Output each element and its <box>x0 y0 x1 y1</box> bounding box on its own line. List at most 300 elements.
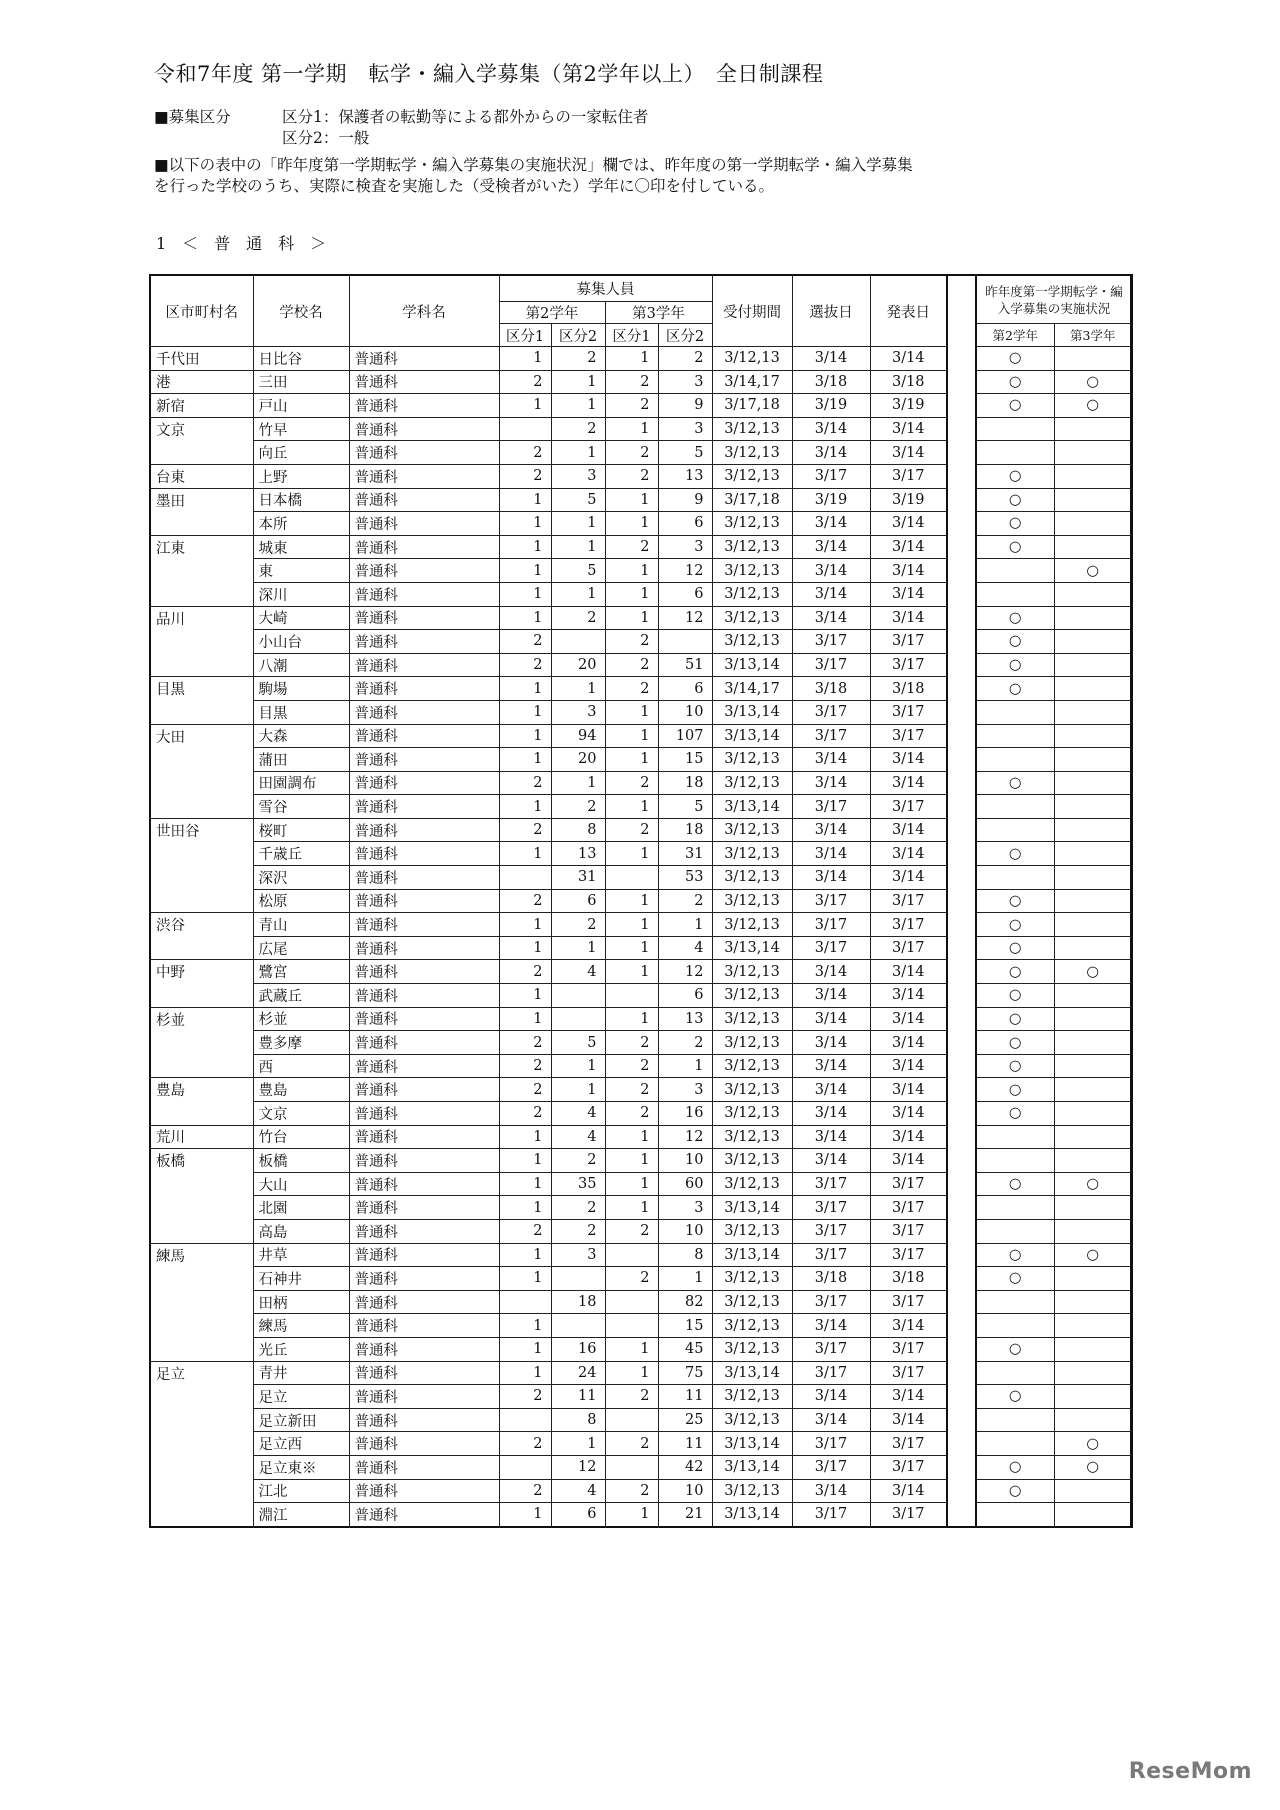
g2-cat1-cell: 1 <box>499 724 551 748</box>
status-g3-cell <box>1054 1054 1132 1078</box>
g3-cat1-cell: 1 <box>605 559 658 583</box>
course-cell: 普通科 <box>349 488 499 512</box>
g3-cat2-cell: 12 <box>658 1125 712 1149</box>
district-cell <box>150 936 253 960</box>
selection-cell: 3/14 <box>792 1149 870 1173</box>
district-cell <box>150 1196 253 1220</box>
g2-cat1-cell: 1 <box>499 748 551 772</box>
status-g2-cell: ○ <box>976 771 1054 795</box>
district-cell <box>150 653 253 677</box>
district-cell <box>150 700 253 724</box>
g3-cat1-cell <box>605 984 658 1008</box>
announce-cell: 3/14 <box>870 1314 947 1338</box>
reception-cell: 3/12,13 <box>712 1102 792 1126</box>
g3-cat2-cell: 2 <box>658 1031 712 1055</box>
school-cell: 竹早 <box>253 417 349 441</box>
announce-cell: 3/14 <box>870 960 947 984</box>
school-cell: 竹台 <box>253 1125 349 1149</box>
course-cell: 普通科 <box>349 700 499 724</box>
status-g3-cell <box>1054 1361 1132 1385</box>
status-g2-cell <box>976 1196 1054 1220</box>
selection-cell: 3/14 <box>792 441 870 465</box>
school-cell: 大山 <box>253 1172 349 1196</box>
announce-cell: 3/17 <box>870 1503 947 1527</box>
status-row <box>976 394 1132 418</box>
status-g2-cell: ○ <box>976 842 1054 866</box>
status-g3-cell <box>1054 464 1132 488</box>
course-cell: 普通科 <box>349 441 499 465</box>
selection-cell: 3/14 <box>792 748 870 772</box>
g2-cat1-cell: 1 <box>499 1243 551 1267</box>
g3-cat1-cell: 1 <box>605 748 658 772</box>
g3-cat2-cell: 3 <box>658 1196 712 1220</box>
status-row <box>976 1337 1132 1361</box>
school-cell: 杉並 <box>253 1007 349 1031</box>
status-g2-cell: ○ <box>976 960 1054 984</box>
g2-cat2-cell: 5 <box>551 1031 605 1055</box>
g2-cat2-cell: 1 <box>551 677 605 701</box>
district-cell: 台東 <box>150 464 253 488</box>
header-g3-cat2: 区分2 <box>658 324 712 347</box>
reception-cell: 3/12,13 <box>712 1149 792 1173</box>
header-grade2: 第2学年 <box>499 302 605 324</box>
status-g2-cell: ○ <box>976 1385 1054 1409</box>
school-cell: 本所 <box>253 512 349 536</box>
announce-cell: 3/18 <box>870 677 947 701</box>
selection-cell: 3/17 <box>792 913 870 937</box>
g2-cat1-cell: 1 <box>499 559 551 583</box>
status-g2-cell <box>976 818 1054 842</box>
status-g2-cell: ○ <box>976 936 1054 960</box>
status-g3-cell <box>1054 1290 1132 1314</box>
announce-cell: 3/17 <box>870 913 947 937</box>
status-g3-cell <box>1054 1479 1132 1503</box>
district-cell <box>150 441 253 465</box>
district-cell: 港 <box>150 370 253 394</box>
g2-cat1-cell: 2 <box>499 370 551 394</box>
status-row <box>976 1503 1132 1528</box>
g2-cat1-cell: 2 <box>499 1102 551 1126</box>
status-g2-cell: ○ <box>976 630 1054 654</box>
g3-cat2-cell: 21 <box>658 1503 712 1527</box>
course-cell: 普通科 <box>349 1314 499 1338</box>
status-g2-cell: ○ <box>976 984 1054 1008</box>
reception-cell: 3/12,13 <box>712 1031 792 1055</box>
status-g2-cell: ○ <box>976 1267 1054 1291</box>
announce-cell: 3/14 <box>870 984 947 1008</box>
announce-cell: 3/17 <box>870 1432 947 1456</box>
header-g2-cat1: 区分1 <box>499 324 551 347</box>
district-cell <box>150 889 253 913</box>
announce-cell: 3/17 <box>870 795 947 819</box>
status-row <box>976 417 1132 441</box>
district-cell <box>150 1337 253 1361</box>
school-cell: 上野 <box>253 464 349 488</box>
status-row <box>976 913 1132 937</box>
status-g3-cell: ○ <box>1054 370 1132 394</box>
reception-cell: 3/13,14 <box>712 936 792 960</box>
g2-cat2-cell <box>551 984 605 1008</box>
g3-cat2-cell: 3 <box>658 370 712 394</box>
g2-cat2-cell: 2 <box>551 417 605 441</box>
district-cell <box>150 512 253 536</box>
announce-cell: 3/17 <box>870 1290 947 1314</box>
g3-cat2-cell: 18 <box>658 771 712 795</box>
school-cell: 蒲田 <box>253 748 349 772</box>
school-cell: 江北 <box>253 1479 349 1503</box>
status-g2-cell <box>976 1125 1054 1149</box>
announce-cell: 3/14 <box>870 582 947 606</box>
g3-cat1-cell: 1 <box>605 795 658 819</box>
selection-cell: 3/17 <box>792 1243 870 1267</box>
status-g2-cell: ○ <box>976 1243 1054 1267</box>
selection-cell: 3/18 <box>792 370 870 394</box>
announce-cell: 3/14 <box>870 1054 947 1078</box>
course-cell: 普通科 <box>349 1385 499 1409</box>
selection-cell: 3/14 <box>792 1479 870 1503</box>
g3-cat2-cell: 10 <box>658 700 712 724</box>
reception-cell: 3/12,13 <box>712 535 792 559</box>
g2-cat2-cell: 11 <box>551 1385 605 1409</box>
reception-cell: 3/12,13 <box>712 1385 792 1409</box>
status-row <box>976 1455 1132 1479</box>
status-row <box>976 889 1132 913</box>
district-cell <box>150 984 253 1008</box>
school-cell: 雪谷 <box>253 795 349 819</box>
g3-cat1-cell: 1 <box>605 724 658 748</box>
school-cell: 足立西 <box>253 1432 349 1456</box>
course-cell: 普通科 <box>349 771 499 795</box>
g3-cat1-cell: 2 <box>605 1102 658 1126</box>
g3-cat2-cell: 4 <box>658 936 712 960</box>
selection-cell: 3/18 <box>792 677 870 701</box>
course-cell: 普通科 <box>349 936 499 960</box>
status-row <box>976 1314 1132 1338</box>
status-row <box>976 488 1132 512</box>
status-table <box>975 274 1133 1528</box>
status-row <box>976 1196 1132 1220</box>
reception-cell: 3/12,13 <box>712 1125 792 1149</box>
announce-cell: 3/17 <box>870 1219 947 1243</box>
reception-cell: 3/12,13 <box>712 512 792 536</box>
school-cell: 田園調布 <box>253 771 349 795</box>
g2-cat2-cell: 35 <box>551 1172 605 1196</box>
school-cell: 八潮 <box>253 653 349 677</box>
status-g3-cell <box>1054 417 1132 441</box>
g2-cat2-cell: 1 <box>551 936 605 960</box>
g3-cat1-cell: 2 <box>605 1078 658 1102</box>
status-g3-cell <box>1054 913 1132 937</box>
announce-cell: 3/18 <box>870 1267 947 1291</box>
g2-cat1-cell: 1 <box>499 535 551 559</box>
status-row <box>976 441 1132 465</box>
district-cell <box>150 1432 253 1456</box>
school-cell: 千歳丘 <box>253 842 349 866</box>
g2-cat1-cell: 2 <box>499 1054 551 1078</box>
g2-cat1-cell: 2 <box>499 1219 551 1243</box>
selection-cell: 3/14 <box>792 866 870 890</box>
g2-cat1-cell: 1 <box>499 1337 551 1361</box>
status-g3-cell <box>1054 936 1132 960</box>
course-cell: 普通科 <box>349 394 499 418</box>
status-row <box>976 370 1132 394</box>
announce-cell: 3/14 <box>870 417 947 441</box>
status-row <box>976 535 1132 559</box>
g2-cat2-cell: 3 <box>551 464 605 488</box>
g3-cat2-cell: 6 <box>658 984 712 1008</box>
status-g2-cell <box>976 1503 1054 1528</box>
reception-cell: 3/12,13 <box>712 559 792 583</box>
selection-cell: 3/17 <box>792 1290 870 1314</box>
announce-cell: 3/19 <box>870 394 947 418</box>
status-g3-cell <box>1054 1408 1132 1432</box>
status-row <box>976 1172 1132 1196</box>
selection-cell: 3/19 <box>792 488 870 512</box>
g3-cat2-cell: 53 <box>658 866 712 890</box>
course-cell: 普通科 <box>349 748 499 772</box>
g2-cat1-cell: 1 <box>499 488 551 512</box>
status-g2-cell: ○ <box>976 606 1054 630</box>
district-cell <box>150 1172 253 1196</box>
g2-cat1-cell <box>499 1290 551 1314</box>
announce-cell: 3/14 <box>870 1408 947 1432</box>
g2-cat1-cell: 1 <box>499 1149 551 1173</box>
selection-cell: 3/17 <box>792 936 870 960</box>
course-cell: 普通科 <box>349 1196 499 1220</box>
g2-cat1-cell: 2 <box>499 1078 551 1102</box>
status-row <box>976 1125 1132 1149</box>
school-cell: 青井 <box>253 1361 349 1385</box>
g3-cat2-cell <box>658 630 712 654</box>
course-cell: 普通科 <box>349 606 499 630</box>
status-g3-cell <box>1054 488 1132 512</box>
g3-cat1-cell: 2 <box>605 370 658 394</box>
g3-cat1-cell: 1 <box>605 1007 658 1031</box>
g2-cat1-cell: 1 <box>499 394 551 418</box>
g3-cat1-cell <box>605 1243 658 1267</box>
district-cell: 江東 <box>150 535 253 559</box>
g3-cat1-cell: 1 <box>605 512 658 536</box>
district-cell: 大田 <box>150 724 253 748</box>
g2-cat1-cell: 1 <box>499 582 551 606</box>
selection-cell: 3/17 <box>792 700 870 724</box>
status-row <box>976 582 1132 606</box>
g3-cat1-cell: 2 <box>605 441 658 465</box>
reception-cell: 3/12,13 <box>712 748 792 772</box>
reception-cell: 3/12,13 <box>712 606 792 630</box>
g2-cat2-cell: 6 <box>551 889 605 913</box>
status-g3-cell <box>1054 1337 1132 1361</box>
g3-cat2-cell: 107 <box>658 724 712 748</box>
course-cell: 普通科 <box>349 347 499 371</box>
g3-cat1-cell: 1 <box>605 606 658 630</box>
g3-cat2-cell: 6 <box>658 677 712 701</box>
status-g3-cell <box>1054 347 1132 371</box>
reception-cell: 3/12,13 <box>712 464 792 488</box>
status-g3-cell <box>1054 866 1132 890</box>
announce-cell: 3/17 <box>870 630 947 654</box>
status-g3-cell <box>1054 653 1132 677</box>
g2-cat1-cell: 1 <box>499 795 551 819</box>
status-g2-cell <box>976 1361 1054 1385</box>
status-row <box>976 606 1132 630</box>
status-row <box>976 1361 1132 1385</box>
g3-cat2-cell: 2 <box>658 347 712 371</box>
status-g2-cell: ○ <box>976 1172 1054 1196</box>
district-cell: 目黒 <box>150 677 253 701</box>
category-label: ■募集区分 <box>154 108 231 126</box>
status-row <box>976 1385 1132 1409</box>
reception-cell: 3/13,14 <box>712 1196 792 1220</box>
g3-cat1-cell: 1 <box>605 960 658 984</box>
selection-cell: 3/17 <box>792 1432 870 1456</box>
selection-cell: 3/14 <box>792 1054 870 1078</box>
g3-cat1-cell: 1 <box>605 582 658 606</box>
g3-cat1-cell: 2 <box>605 771 658 795</box>
status-g2-cell <box>976 1149 1054 1173</box>
selection-cell: 3/14 <box>792 842 870 866</box>
header-recruit: 募集人員 <box>499 275 712 302</box>
selection-cell: 3/14 <box>792 606 870 630</box>
status-g3-cell: ○ <box>1054 1172 1132 1196</box>
reception-cell: 3/12,13 <box>712 630 792 654</box>
reception-cell: 3/17,18 <box>712 488 792 512</box>
school-cell: 練馬 <box>253 1314 349 1338</box>
status-row <box>976 866 1132 890</box>
status-row <box>976 1290 1132 1314</box>
status-g2-cell: ○ <box>976 464 1054 488</box>
announce-cell: 3/14 <box>870 818 947 842</box>
reception-cell: 3/12,13 <box>712 1479 792 1503</box>
reception-cell: 3/12,13 <box>712 1078 792 1102</box>
selection-cell: 3/17 <box>792 795 870 819</box>
header-grade3: 第3学年 <box>605 302 712 324</box>
g2-cat2-cell: 4 <box>551 1102 605 1126</box>
selection-cell: 3/18 <box>792 1267 870 1291</box>
district-cell: 豊島 <box>150 1078 253 1102</box>
g2-cat2-cell: 2 <box>551 1196 605 1220</box>
status-row <box>976 936 1132 960</box>
status-g3-cell <box>1054 700 1132 724</box>
g3-cat1-cell: 1 <box>605 347 658 371</box>
status-note-line1: ■以下の表中の「昨年度第一学期転学・編入学募集の実施状況」欄では、昨年度の第一学期転学・編入学募集 <box>154 156 913 174</box>
status-g2-cell <box>976 441 1054 465</box>
g3-cat1-cell: 1 <box>605 1172 658 1196</box>
status-row <box>976 653 1132 677</box>
course-cell: 普通科 <box>349 1054 499 1078</box>
g3-cat2-cell: 6 <box>658 582 712 606</box>
announce-cell: 3/14 <box>870 1102 947 1126</box>
selection-cell: 3/14 <box>792 559 870 583</box>
reception-cell: 3/12,13 <box>712 1219 792 1243</box>
course-cell: 普通科 <box>349 1408 499 1432</box>
course-cell: 普通科 <box>349 464 499 488</box>
course-cell: 普通科 <box>349 960 499 984</box>
status-g2-cell: ○ <box>976 889 1054 913</box>
g3-cat2-cell: 1 <box>658 913 712 937</box>
district-cell <box>150 1102 253 1126</box>
district-cell: 世田谷 <box>150 818 253 842</box>
g3-cat1-cell: 2 <box>605 464 658 488</box>
g3-cat1-cell <box>605 866 658 890</box>
reception-cell: 3/13,14 <box>712 795 792 819</box>
g2-cat2-cell: 16 <box>551 1337 605 1361</box>
g3-cat1-cell: 1 <box>605 1196 658 1220</box>
course-cell: 普通科 <box>349 1102 499 1126</box>
g3-cat2-cell: 9 <box>658 394 712 418</box>
g2-cat2-cell: 4 <box>551 960 605 984</box>
g2-cat1-cell: 2 <box>499 771 551 795</box>
district-cell: 千代田 <box>150 347 253 371</box>
selection-cell: 3/17 <box>792 464 870 488</box>
course-cell: 普通科 <box>349 795 499 819</box>
district-cell <box>150 582 253 606</box>
g3-cat2-cell: 10 <box>658 1479 712 1503</box>
status-g2-cell: ○ <box>976 677 1054 701</box>
status-g2-cell: ○ <box>976 1479 1054 1503</box>
status-g3-cell <box>1054 1007 1132 1031</box>
announce-cell: 3/18 <box>870 370 947 394</box>
status-g3-cell: ○ <box>1054 559 1132 583</box>
status-row <box>976 748 1132 772</box>
g2-cat1-cell: 1 <box>499 1503 551 1527</box>
g2-cat2-cell: 94 <box>551 724 605 748</box>
category-note <box>154 107 649 128</box>
g3-cat2-cell: 42 <box>658 1455 712 1479</box>
g2-cat1-cell: 2 <box>499 1031 551 1055</box>
school-cell: 石神井 <box>253 1267 349 1291</box>
status-g2-cell: ○ <box>976 1455 1054 1479</box>
g3-cat2-cell: 5 <box>658 795 712 819</box>
status-g3-cell <box>1054 1102 1132 1126</box>
reception-cell: 3/12,13 <box>712 1314 792 1338</box>
school-cell: 日本橋 <box>253 488 349 512</box>
g2-cat2-cell: 2 <box>551 1149 605 1173</box>
g2-cat2-cell: 20 <box>551 748 605 772</box>
selection-cell: 3/14 <box>792 1385 870 1409</box>
selection-cell: 3/14 <box>792 1078 870 1102</box>
selection-cell: 3/14 <box>792 1102 870 1126</box>
district-cell: 新宿 <box>150 394 253 418</box>
status-g2-cell: ○ <box>976 913 1054 937</box>
g2-cat2-cell: 3 <box>551 1243 605 1267</box>
g2-cat2-cell <box>551 1267 605 1291</box>
g3-cat1-cell: 1 <box>605 913 658 937</box>
g3-cat2-cell: 12 <box>658 559 712 583</box>
course-cell: 普通科 <box>349 582 499 606</box>
selection-cell: 3/17 <box>792 1337 870 1361</box>
school-cell: 大崎 <box>253 606 349 630</box>
status-g2-cell: ○ <box>976 347 1054 371</box>
course-cell: 普通科 <box>349 677 499 701</box>
g2-cat1-cell <box>499 417 551 441</box>
selection-cell: 3/17 <box>792 1219 870 1243</box>
status-row <box>976 464 1132 488</box>
g2-cat1-cell: 1 <box>499 347 551 371</box>
g3-cat1-cell: 2 <box>605 653 658 677</box>
g2-cat1-cell: 1 <box>499 1361 551 1385</box>
status-g2-cell <box>976 795 1054 819</box>
g2-cat1-cell: 1 <box>499 606 551 630</box>
district-cell: 文京 <box>150 417 253 441</box>
g2-cat1-cell: 1 <box>499 1172 551 1196</box>
g2-cat1-cell: 1 <box>499 1007 551 1031</box>
selection-cell: 3/14 <box>792 535 870 559</box>
status-g3-cell <box>1054 889 1132 913</box>
school-cell: 大森 <box>253 724 349 748</box>
course-cell: 普通科 <box>349 512 499 536</box>
school-cell: 足立東※ <box>253 1455 349 1479</box>
